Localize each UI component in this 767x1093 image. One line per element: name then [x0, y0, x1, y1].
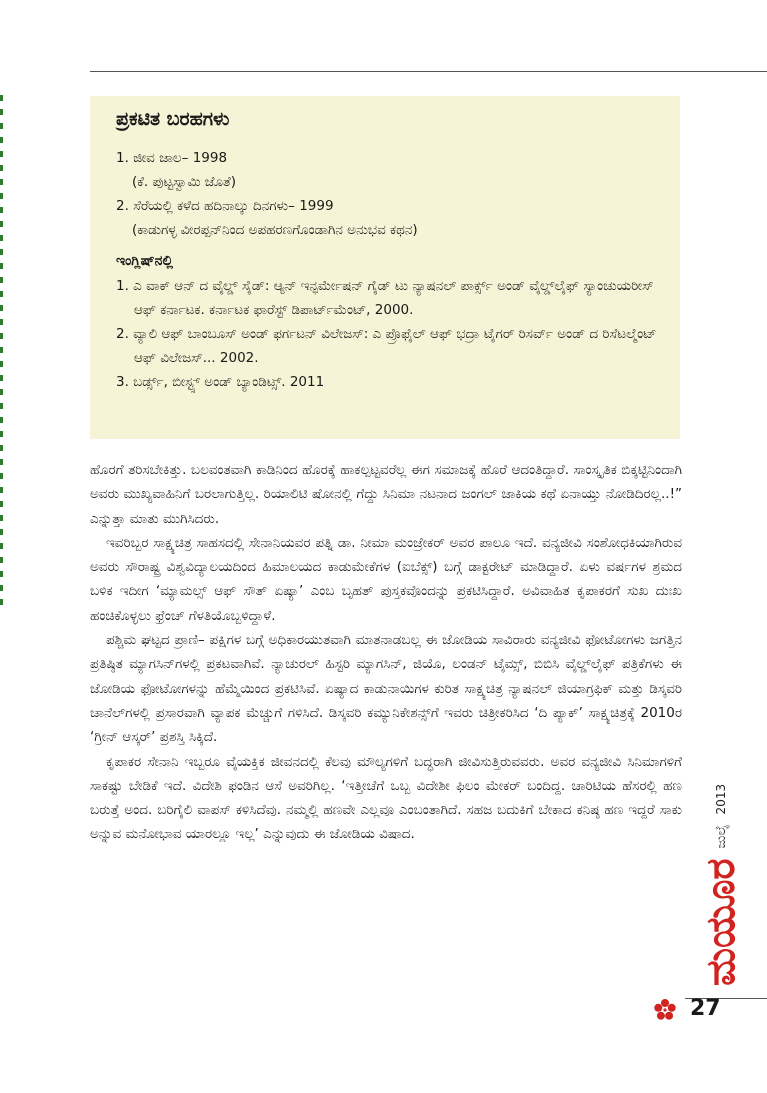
paragraph: ಹೊರಗೆ ತರಿಸಬೇಕಿತ್ತು. ಬಲವಂತವಾಗಿ ಕಾಡಿನಿಂದ ಹೊರಕ್ಕೆ ಹಾಕಲ್ಪಟ್ಟವರೆಲ್ಲ ಈಗ ಸಮಾಜಕ್ಕೆ ಹೊರೆ ಆದಂತಿದ್ದಾರೆ. ಸಾಂಸ್ಕೃತಿಕ ಬಿಕ್ಕಟ್ಟಿನಿಂದಾಗಿ ಅವರು ಮುಖ್ಯವಾಹಿನಿಗೆ ಬರಲಾಗುತ್ತಿಲ್ಲ. ರಿಯಾಲಿಟಿ ಷೋನಲ್ಲಿ ಗೆದ್ದು ಸಿನಿಮಾ ನಟನಾದ ಜಂಗಲ್ ಜಾಕಿಯ ಕಥೆ ಏನಾಯ್ತು ನೋಡಿದಿರಲ್ಲ..!” ಎನ್ನುತ್ತಾ ಮಾತು ಮುಗಿಸಿದರು. [90, 462, 682, 527]
issue-month: ಜುಲೈ [713, 824, 729, 849]
english-item-3: 3. ಬರ್ಡ್ಸ್, ಬೀಸ್ಟ್ಸ್ ಅಂಡ್ ಬ್ಯಾಂಡಿಟ್ಸ್. 2011 [116, 374, 325, 390]
issue-year: 2013 [714, 783, 728, 815]
box-title: ಪ್ರಕಟಿತ ಬರಹಗಳು [116, 108, 230, 130]
paragraph: ಕೃಪಾಕರ ಸೇನಾನಿ ಇಬ್ಬರೂ ವೈಯಕ್ತಿಕ ಜೀವನದಲ್ಲಿ ಕೆಲವು ಮೌಲ್ಯಗಳಿಗೆ ಬದ್ಧರಾಗಿ ಜೀವಿಸುತ್ತಿರುವವರು. ಅವರ ವನ್ಯಜೀವಿ ಸಿನಿಮಾಗಳಿಗೆ ಸಾಕಷ್ಟು ಬೇಡಿಕೆ ಇದೆ. ವಿದೇಶಿ ಫಂಡಿನ ಆಸೆ ಅವರಿಗಿಲ್ಲ. ‘ಇತ್ತೀಚೆಗೆ ಒಬ್ಬ ವಿದೇಶೀ ಫಿಲಂ ಮೇಕರ್ ಬಂದಿದ್ದ. ಚಾರಿಟಿಯ ಹೆಸರಲ್ಲಿ ಹಣ ಬರುತ್ತೆ ಅಂದ. ಬರಿಗೈಲಿ ವಾಪಸ್ ಕಳಿಸಿದೆವು. ನಮ್ಮಲ್ಲಿ ಹಣವೇ ಎಲ್ಲವೂ ಎಂಬಂತಾಗಿದೆ. ಸಹಜ ಬದುಕಿಗೆ ಬೇಕಾದ ಕನಿಷ್ಠ ಹಣ ಇದ್ದರೆ ಸಾಕು ಅನ್ನುವ ಮನೋಭಾವ ಯಾರಲ್ಲೂ ಇಲ್ಲ’ ಎನ್ನುವುದು ಈ ಜೋಡಿಯ ವಿಷಾದ. [90, 753, 682, 843]
english-heading: ಇಂಗ್ಲಿಷ್‌ನಲ್ಲಿ [116, 253, 174, 269]
magazine-name: ಮಯೂರ [698, 858, 744, 986]
article-body [90, 458, 682, 847]
flower-icon [653, 998, 677, 1022]
english-item-2: 2. ವ್ಯಾಲಿ ಆಫ್ ಬಾಂಬೂಸ್ ಅಂಡ್ ಫರ್ಗಟನ್ ವಿಲೇಜಸ್: ಎ ಪ್ರೊಫೈಲ್ ಆಫ್ ಭದ್ರಾ ಟೈಗರ್ ರಿಸರ್ವ್ ಅಂಡ್ ದ ರಿಸೆಟಲ್ಮೆಂಟ್ ಆಫ್ ವಿಲೇಜಸ್... 2002. [116, 326, 657, 366]
work-item-2-note: (ಕಾಡುಗಳ್ಳ ವೀರಪ್ಪನ್‌ನಿಂದ ಅಪಹರಣಗೊಂಡಾಗಿನ ಅನುಭವ ಕಥನ) [132, 222, 418, 238]
work-item-1-note: (ಕೆ. ಪುಟ್ಟಸ್ವಾಮಿ ಜೊತೆ) [132, 174, 236, 190]
published-works-box [90, 96, 680, 439]
paragraph: ಇವರಿಬ್ಬರ ಸಾಕ್ಷ್ಯಚಿತ್ರ ಸಾಹಸದಲ್ಲಿ ಸೇನಾನಿಯವರ ಪತ್ನಿ ಡಾ. ನೀಮಾ ಮಂಜ್ರೇಕರ್ ಅವರ ಪಾಲೂ ಇದೆ. ವನ್ಯಜೀವಿ ಸಂಶೋಧಕಿಯಾಗಿರುವ ಅವರು ಸೌರಾಷ್ಟ್ರ ವಿಶ್ವವಿದ್ಯಾಲಯದಿಂದ ಹಿಮಾಲಯದ ಕಾಡುಮೇಕೆಗಳ (ಐಬೆಕ್ಸ್) ಬಗ್ಗೆ ಡಾಕ್ಟರೇಟ್ ಮಾಡಿದ್ದಾರೆ. ಏಳು ವರ್ಷಗಳ ಶ್ರಮದ ಬಳಿಕ ಇದೀಗ ‘ಮ್ಯಾಮಲ್ಸ್ ಆಫ್ ಸೌತ್ ಏಷ್ಯಾ’ ಎಂಬ ಬೃಹತ್ ಪುಸ್ತಕವೊಂದನ್ನು ಪ್ರಕಟಿಸಿದ್ದಾರೆ. ಅವಿವಾಹಿತ ಕೃಪಾಕರಗೆ ಸುಖ ದುಃಖ ಹಂಚಿಕೊಳ್ಳಲು ಫ್ರೆಂಚ್ ಗೆಳತಿಯೊಬ್ಬಳಿದ್ದಾಳೆ. [90, 534, 682, 624]
paragraph: ಪಶ್ಚಿಮ ಘಟ್ಟದ ಪ್ರಾಣಿ– ಪಕ್ಷಿಗಳ ಬಗ್ಗೆ ಅಧಿಕಾರಯುತವಾಗಿ ಮಾತನಾಡಬಲ್ಲ ಈ ಜೋಡಿಯ ಸಾವಿರಾರು ವನ್ಯಜೀವಿ ಫೋಟೋಗಳು ಜಗತ್ತಿನ ಪ್ರತಿಷ್ಠಿತ ಮ್ಯಾಗಸಿನ್‌ಗಳಲ್ಲಿ ಪ್ರಕಟವಾಗಿವೆ. ನ್ಯಾಚುರಲ್ ಹಿಸ್ಟರಿ ಮ್ಯಾಗಸಿನ್, ಜಿಯೊ, ಲಂಡನ್ ಟೈಮ್ಸ್, ಬಿಬಿಸಿ ವೈಲ್ಡ್‌ಲೈಫ್ ಪತ್ರಿಕೆಗಳು ಈ ಜೋಡಿಯ ಫೋಟೋಗಳನ್ನು ಹೆಮ್ಮೆಯಿಂದ ಪ್ರಕಟಿಸಿವೆ. ಏಷ್ಯಾದ ಕಾಡುನಾಯಿಗಳ ಕುರಿತ ಸಾಕ್ಷ್ಯಚಿತ್ರ ನ್ಯಾಷನಲ್ ಜಿಯಾಗ್ರಫಿಕ್ ಮತ್ತು ಡಿಸ್ಕವರಿ ಚಾನೆಲ್‌ಗಳಲ್ಲಿ ಪ್ರಸಾರವಾಗಿ ವ್ಯಾಪಕ ಮೆಚ್ಚುಗೆ ಗಳಿಸಿದೆ. ಡಿಸ್ಕವರಿ ಕಮ್ಯುನಿಕೇಶನ್ಸ್‌ಗೆ ಇವರು ಚಿತ್ರೀಕರಿಸಿದ ‘ದಿ ಪ್ಯಾಕ್’ ಸಾಕ್ಷ್ಯಚಿತ್ರಕ್ಕೆ 2010ರ ‘ಗ್ರೀನ್ ಆಸ್ಕರ್’ ಪ್ರಶಸ್ತಿ ಸಿಕ್ಕಿದೆ. [90, 632, 682, 746]
margin-marks [0, 95, 3, 610]
work-item-1: 1. ಜೀವ ಜಾಲ– 1998 [116, 150, 228, 166]
top-rule [90, 71, 767, 72]
page-number: 27 [690, 996, 721, 1021]
english-item-1: 1. ಎ ವಾಕ್ ಆನ್ ದ ವೈಲ್ಡ್ ಸೈಡ್: ಆ್ಯನ್ ಇನ್ಫರ್ಮೇಷನ್ ಗೈಡ್ ಟು ನ್ಯಾಷನಲ್ ಪಾರ್ಕ್ಸ್ ಅಂಡ್ ವೈಲ್ಡ್‌ಲೈಫ್ ಸ್ಯಾಂಚುಯರೀಸ್ ಆಫ್ ಕರ್ನಾಟಕ. ಕರ್ನಾಟಕ ಫಾರೆಸ್ಟ್ ಡಿಪಾರ್ಟ್‌ಮೆಂಟ್, 2000. [116, 278, 654, 318]
work-item-2: 2. ಸೆರೆಯಲ್ಲಿ ಕಳೆದ ಹದಿನಾಲ್ಕು ದಿನಗಳು– 1999 [116, 198, 334, 214]
magazine-masthead [698, 784, 744, 986]
